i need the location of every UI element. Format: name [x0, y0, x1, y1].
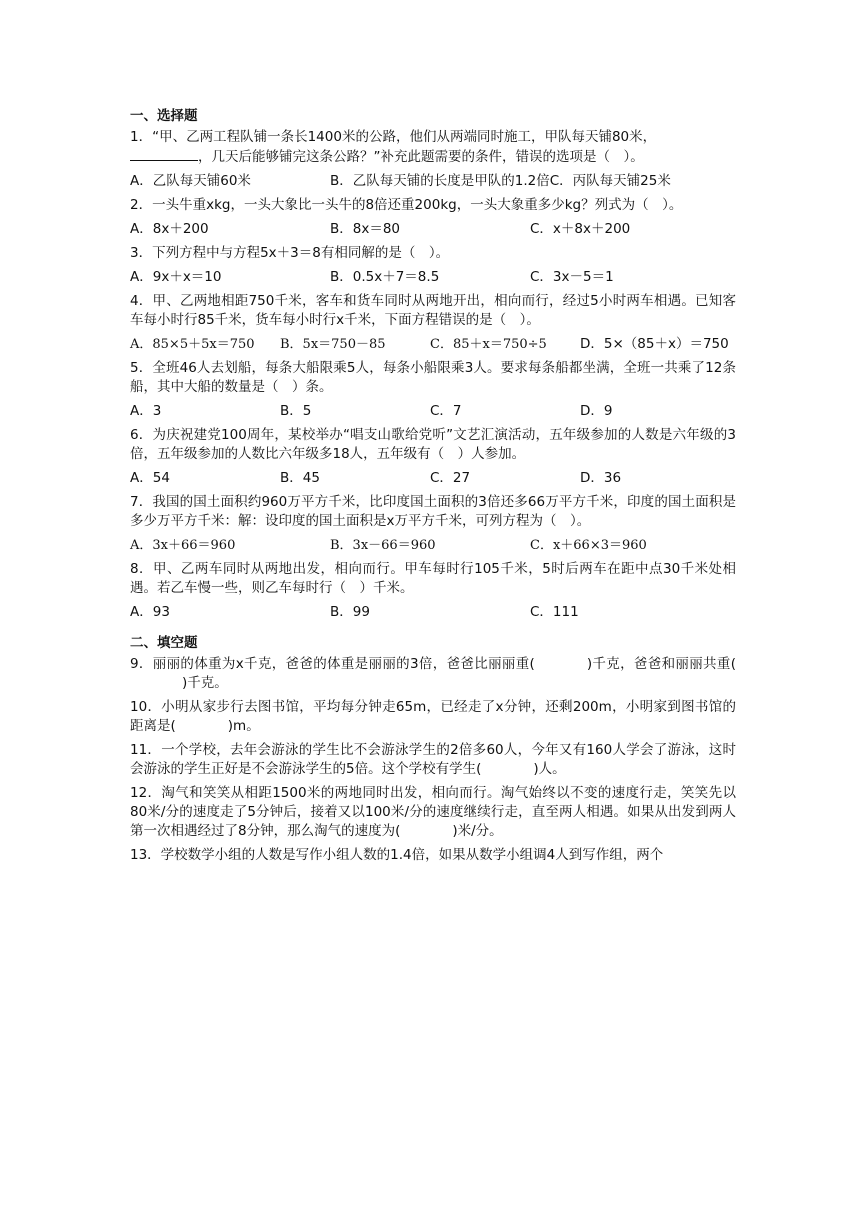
option-c[interactable]: C．7: [430, 403, 462, 419]
question-3-options: [130, 263, 736, 292]
question-6: [130, 426, 736, 493]
question-13: 13．学校数学小组的人数是写作小组人数的1.4倍，如果从数学小组调4人到写作组，两个: [130, 847, 664, 863]
option-a[interactable]: A．54: [130, 470, 170, 486]
question-5-options: [130, 397, 736, 426]
section-title-choice: 一、选择题: [130, 108, 198, 124]
option-a[interactable]: A．3: [130, 403, 162, 419]
option-a[interactable]: A．乙队每天铺60米: [130, 173, 251, 189]
question-5: [130, 359, 736, 426]
question-2-options: [130, 215, 736, 244]
question-12: 12．淘气和笑笑从相距1500米的两地同时出发，相向而行。淘气始终以不变的速度行走，笑笑先以80米/分的速度走了5分钟后，接着又以100米/分的速度继续行走，直至两人相遇。如果从出发到两人第一次相遇经过了8分钟，那么淘气的速度为( )米/分。: [130, 785, 736, 839]
option-a[interactable]: A．9x＋x＝10: [130, 269, 222, 285]
question-8-options: [130, 598, 736, 627]
question-11: 11．一个学校，去年会游泳的学生比不会游泳学生的2倍多60人，今年又有160人学会了游泳，这时会游泳的学生正好是不会游泳学生的5倍。这个学校有学生( )人。: [130, 742, 736, 777]
option-d[interactable]: D．5×（85＋x）＝750: [580, 336, 729, 352]
option-b[interactable]: B．3x－66＝960: [330, 538, 436, 553]
question-4-stem: 4．甲、乙两地相距750千米，客车和货车同时从两地开出，相向而行，经过5小时两车相遇。已知客车每小时行85千米，货车每小时行x千米，下面方程错误的是（ ）。: [130, 293, 736, 328]
option-b[interactable]: B．5x＝750－85: [280, 337, 386, 352]
question-1-options: [130, 167, 736, 196]
question-1: [130, 128, 736, 196]
question-1-stem-line2: ，几天后能够铺完这条公路？”补充此题需要的条件，错误的选项是（ ）。: [198, 149, 644, 165]
question-7-stem: 7．我国的国土面积约960万平方千米，比印度国土面积的3倍还多66万平方千米，印度的国土面积是多少万平方千米：解：设印度的国土面积是x万平方千米，可列方程为（ ）。: [130, 494, 736, 529]
question-10: 10．小明从家步行去图书馆，平均每分钟走65m，已经走了x分钟，还剩200m，小明家到图书馆的距离是( )m。: [130, 699, 736, 734]
option-c[interactable]: C．x＋8x＋200: [530, 221, 631, 237]
question-6-stem: 6．为庆祝建党100周年，某校举办“唱支山歌给党听”文艺汇演活动，五年级参加的人数是六年级的3倍，五年级参加的人数比六年级多18人，五年级有（ ）人参加。: [130, 427, 736, 462]
question-8-stem: 8．甲、乙两车同时从两地出发，相向而行。甲车每时行105千米，5时后两车在距中点30千米处相遇。若乙车慢一些，则乙车每时行（ ）千米。: [130, 561, 736, 596]
option-b[interactable]: B．乙队每天铺的长度是甲队的1.2倍: [330, 173, 550, 189]
question-6-options: [130, 464, 736, 493]
option-c[interactable]: C．85＋x＝750÷5: [430, 337, 547, 352]
question-7: [130, 493, 736, 560]
option-c[interactable]: C．3x－5＝1: [530, 269, 614, 285]
option-a[interactable]: A．3x＋66＝960: [130, 538, 236, 553]
option-b[interactable]: B．0.5x＋7＝8.5: [330, 269, 440, 285]
option-b[interactable]: B．45: [280, 470, 320, 486]
question-4: [130, 292, 736, 359]
option-d[interactable]: D．36: [580, 470, 622, 486]
option-a[interactable]: A．8x＋200: [130, 221, 209, 237]
question-1-stem-line1: 1．“甲、乙两工程队铺一条长1400米的公路，他们从两端同时施工，甲队每天铺80米，: [130, 129, 657, 145]
option-b[interactable]: B．99: [330, 604, 370, 620]
option-c[interactable]: C．丙队每天铺25米: [549, 173, 671, 189]
answer-blank[interactable]: [130, 147, 198, 161]
question-3-stem: 3．下列方程中与方程5x＋3＝8有相同解的是（ ）。: [130, 245, 450, 261]
option-c[interactable]: C．111: [530, 604, 579, 620]
question-5-stem: 5．全班46人去划船，每条大船限乘5人，每条小船限乘3人。要求每条船都坐满，全班一共乘了12条船，其中大船的数量是（ ）条。: [130, 360, 736, 395]
worksheet: [130, 100, 736, 865]
option-c[interactable]: C．27: [430, 470, 471, 486]
option-d[interactable]: D．9: [580, 403, 613, 419]
option-b[interactable]: B．8x＝80: [330, 221, 401, 237]
question-8: [130, 560, 736, 627]
question-9: 9．丽丽的体重为x千克，爸爸的体重是丽丽的3倍，爸爸比丽丽重( )千克，爸爸和丽丽共重()千克。: [130, 656, 736, 691]
question-3: [130, 244, 736, 292]
question-7-options: [130, 531, 736, 560]
option-a[interactable]: A．85×5＋5x＝750: [130, 337, 255, 352]
question-4-options: [130, 330, 736, 359]
option-b[interactable]: B．5: [280, 403, 312, 419]
question-2: [130, 196, 736, 244]
option-c[interactable]: C．x＋66×3＝960: [530, 538, 647, 553]
section-title-fill: 二、填空题: [130, 635, 198, 651]
question-2-stem: 2．一头牛重xkg，一头大象比一头牛的8倍还重200kg，一头大象重多少kg？列式为（ ）。: [130, 197, 683, 213]
option-a[interactable]: A．93: [130, 604, 170, 620]
